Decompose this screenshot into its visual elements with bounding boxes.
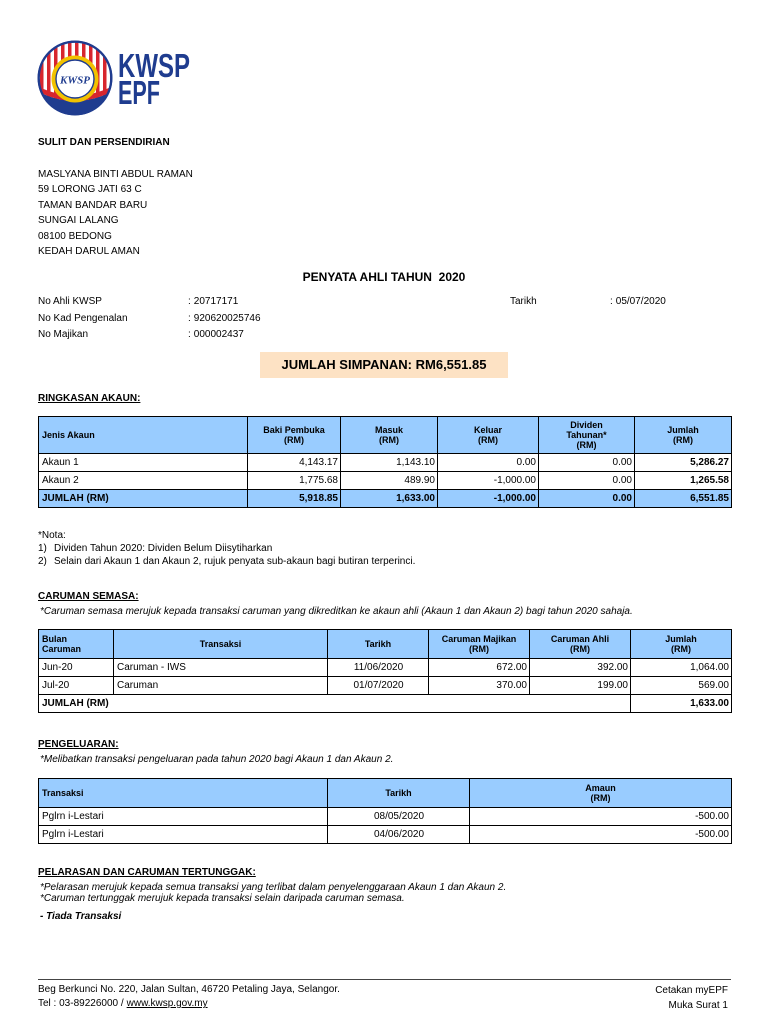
- dividend: 0.00: [539, 454, 635, 472]
- footer-contact: [38, 983, 340, 1011]
- no-transactions-message: - Tiada Transaksi: [40, 911, 122, 922]
- adjustments-note: *Pelarasan merujuk kepada semua transaksi yang terlibat dalam penyelenggaraan Akaun 1 dan Akaun 2.: [40, 882, 507, 893]
- col-header-date: Tarikh: [328, 630, 429, 659]
- transaction-date: 01/07/2020: [328, 677, 429, 695]
- address-line: TAMAN BANDAR BARU: [38, 199, 148, 211]
- col-header-transaction: Transaksi: [39, 779, 328, 808]
- opening-balance: 4,143.17: [248, 454, 341, 472]
- account-total: 1,265.58: [635, 472, 732, 490]
- table-row: [39, 826, 732, 844]
- footer-phone: Tel : 03-89226000 /: [38, 998, 124, 1009]
- note-item: [38, 542, 415, 555]
- emblem-monogram: KWSP: [58, 74, 91, 87]
- table-row: [39, 808, 732, 826]
- col-header-opening-balance: Baki Pembuka (RM): [248, 417, 341, 454]
- col-header-outflow: Keluar (RM): [438, 417, 539, 454]
- ic-number-label: No Kad Pengenalan: [38, 312, 128, 324]
- table-header-row: [39, 630, 732, 659]
- member-number-field: [188, 294, 238, 310]
- footer-divider: [38, 979, 731, 980]
- table-header-row: [39, 779, 732, 808]
- transaction-type: Caruman: [114, 677, 328, 695]
- employee-contribution: 199.00: [530, 677, 631, 695]
- account-name: Akaun 2: [39, 472, 248, 490]
- total-inflow: 1,633.00: [341, 490, 438, 508]
- table-row: [39, 677, 732, 695]
- ic-number-field: [188, 311, 261, 327]
- transaction-date: 08/05/2020: [328, 808, 470, 826]
- col-header-transaction: Transaksi: [114, 630, 328, 659]
- table-row: [39, 454, 732, 472]
- withdrawals-table: [38, 778, 732, 844]
- employer-contribution: 672.00: [429, 659, 530, 677]
- ic-number-value: 920620025746: [193, 312, 261, 324]
- inflow: 1,143.10: [341, 454, 438, 472]
- table-total-row: [39, 490, 732, 508]
- adjustments-note: *Caruman tertunggak merujuk kepada transaksi selain daripada caruman semasa.: [40, 893, 405, 904]
- table-header-row: [39, 417, 732, 454]
- withdrawal-amount: -500.00: [470, 808, 732, 826]
- account-name: Akaun 1: [39, 454, 248, 472]
- print-source: Cetakan myEPF: [655, 985, 728, 996]
- opening-balance: 1,775.68: [248, 472, 341, 490]
- table-total-row: [39, 695, 732, 713]
- transaction-date: 11/06/2020: [328, 659, 429, 677]
- table-row: [39, 659, 732, 677]
- statement-title: PENYATA AHLI TAHUN 2020: [302, 270, 466, 284]
- col-header-dividend: Dividen Tahunan* (RM): [539, 417, 635, 454]
- withdrawal-amount: -500.00: [470, 826, 732, 844]
- employee-contribution: 392.00: [530, 659, 631, 677]
- footer-address: Beg Berkunci No. 220, Jalan Sultan, 46720 Petaling Jaya, Selangor.: [38, 984, 340, 995]
- note-item: [38, 555, 415, 568]
- brand-line-epf: EPF: [118, 74, 160, 111]
- statement-date-label: Tarikh: [510, 296, 537, 307]
- employer-number-label: No Majikan: [38, 329, 89, 340]
- col-header-employee-contribution: Caruman Ahli (RM): [530, 630, 631, 659]
- employer-number-value: 000002437: [193, 329, 244, 340]
- account-total: 5,286.27: [635, 454, 732, 472]
- total-amount: 1,633.00: [631, 695, 732, 713]
- table-row: [39, 472, 732, 490]
- field-separator: :: [188, 296, 191, 307]
- total-label: JUMLAH (RM): [39, 490, 248, 508]
- section-heading-withdrawals: PENGELUARAN:: [38, 739, 119, 750]
- section-heading-adjustments: PELARASAN DAN CARUMAN TERTUNGGAK:: [38, 867, 256, 878]
- member-number-label: No Ahli KWSP: [38, 296, 102, 307]
- total-dividend: 0.00: [539, 490, 635, 508]
- ic-number-row: [0, 311, 768, 327]
- footer-meta: [655, 983, 728, 1013]
- notes-title: *Nota:: [38, 530, 66, 541]
- transaction-type: Pglrn i-Lestari: [39, 826, 328, 844]
- confidentiality-label: SULIT DAN PERSENDIRIAN: [38, 137, 170, 148]
- note-marker: 2): [38, 556, 47, 567]
- employer-number-row: [0, 327, 768, 343]
- statement-date-field: [610, 294, 666, 310]
- brand-wordmark: [116, 46, 196, 111]
- notes-block: [38, 529, 415, 568]
- section-heading-account-summary: RINGKASAN AKAUN:: [38, 393, 141, 404]
- note-text: Selain dari Akaun 1 dan Akaun 2, rujuk penyata sub-akaun bagi butiran terperinci.: [54, 556, 416, 567]
- brand-line-kwsp: KWSP: [118, 47, 190, 84]
- outflow: -1,000.00: [438, 472, 539, 490]
- page-number: Muka Surat 1: [668, 1000, 728, 1011]
- account-summary-table: [38, 416, 732, 508]
- recipient-name: MASLYANA BINTI ABDUL RAMAN: [38, 169, 193, 180]
- total-label: JUMLAH (RM): [39, 695, 631, 713]
- col-header-inflow: Masuk (RM): [341, 417, 438, 454]
- total-opening-balance: 5,918.85: [248, 490, 341, 508]
- outflow: 0.00: [438, 454, 539, 472]
- field-separator: :: [610, 296, 613, 307]
- col-header-total: Jumlah (RM): [631, 630, 732, 659]
- website-link[interactable]: www.kwsp.gov.my: [126, 998, 208, 1009]
- adjustments-notes: [40, 882, 506, 904]
- transaction-date: 04/06/2020: [328, 826, 470, 844]
- current-contributions-table: [38, 629, 732, 713]
- recipient-address-block: [38, 167, 193, 259]
- col-header-total: Jumlah (RM): [635, 417, 732, 454]
- field-separator: :: [188, 329, 191, 340]
- row-total: 1,064.00: [631, 659, 732, 677]
- col-header-date: Tarikh: [328, 779, 470, 808]
- address-line: SUNGAI LALANG: [38, 215, 119, 227]
- withdrawals-note: *Melibatkan transaksi pengeluaran pada tahun 2020 bagi Akaun 1 dan Akaun 2.: [40, 754, 394, 765]
- employer-contribution: 370.00: [429, 677, 530, 695]
- col-header-amount: Amaun (RM): [470, 779, 732, 808]
- section-heading-current-contributions: CARUMAN SEMASA:: [38, 591, 139, 602]
- total-outflow: -1,000.00: [438, 490, 539, 508]
- contribution-month: Jul-20: [39, 677, 114, 695]
- note-text: Dividen Tahun 2020: Dividen Belum Diisytiharkan: [54, 543, 273, 554]
- inflow: 489.90: [341, 472, 438, 490]
- current-contributions-note: *Caruman semasa merujuk kepada transaksi caruman yang dikreditkan ke akaun ahli (Akaun 1 dan Akaun 2) bagi tahun 2020 sahaja.: [40, 606, 633, 617]
- contribution-month: Jun-20: [39, 659, 114, 677]
- kwsp-emblem-icon: [37, 39, 113, 117]
- grand-total: 6,551.85: [635, 490, 732, 508]
- employer-number-field: [188, 327, 244, 343]
- total-savings-banner: JUMLAH SIMPANAN: RM6,551.85: [260, 352, 508, 378]
- col-header-month: Bulan Caruman: [39, 630, 114, 659]
- col-header-employer-contribution: Caruman Majikan (RM): [429, 630, 530, 659]
- row-total: 569.00: [631, 677, 732, 695]
- note-marker: 1): [38, 543, 47, 554]
- member-number-row: [0, 294, 768, 310]
- address-line: KEDAH DARUL AMAN: [38, 246, 140, 258]
- statement-date-value: 05/07/2020: [615, 296, 666, 307]
- footer-phone-line: [38, 997, 340, 1011]
- member-number-value: 20717171: [193, 296, 239, 307]
- transaction-type: Caruman - IWS: [114, 659, 328, 677]
- address-line: 59 LORONG JATI 63 C: [38, 184, 142, 196]
- transaction-type: Pglrn i-Lestari: [39, 808, 328, 826]
- dividend: 0.00: [539, 472, 635, 490]
- col-header-account-type: Jenis Akaun: [39, 417, 248, 454]
- field-separator: :: [188, 312, 191, 324]
- address-line: 08100 BEDONG: [38, 230, 112, 242]
